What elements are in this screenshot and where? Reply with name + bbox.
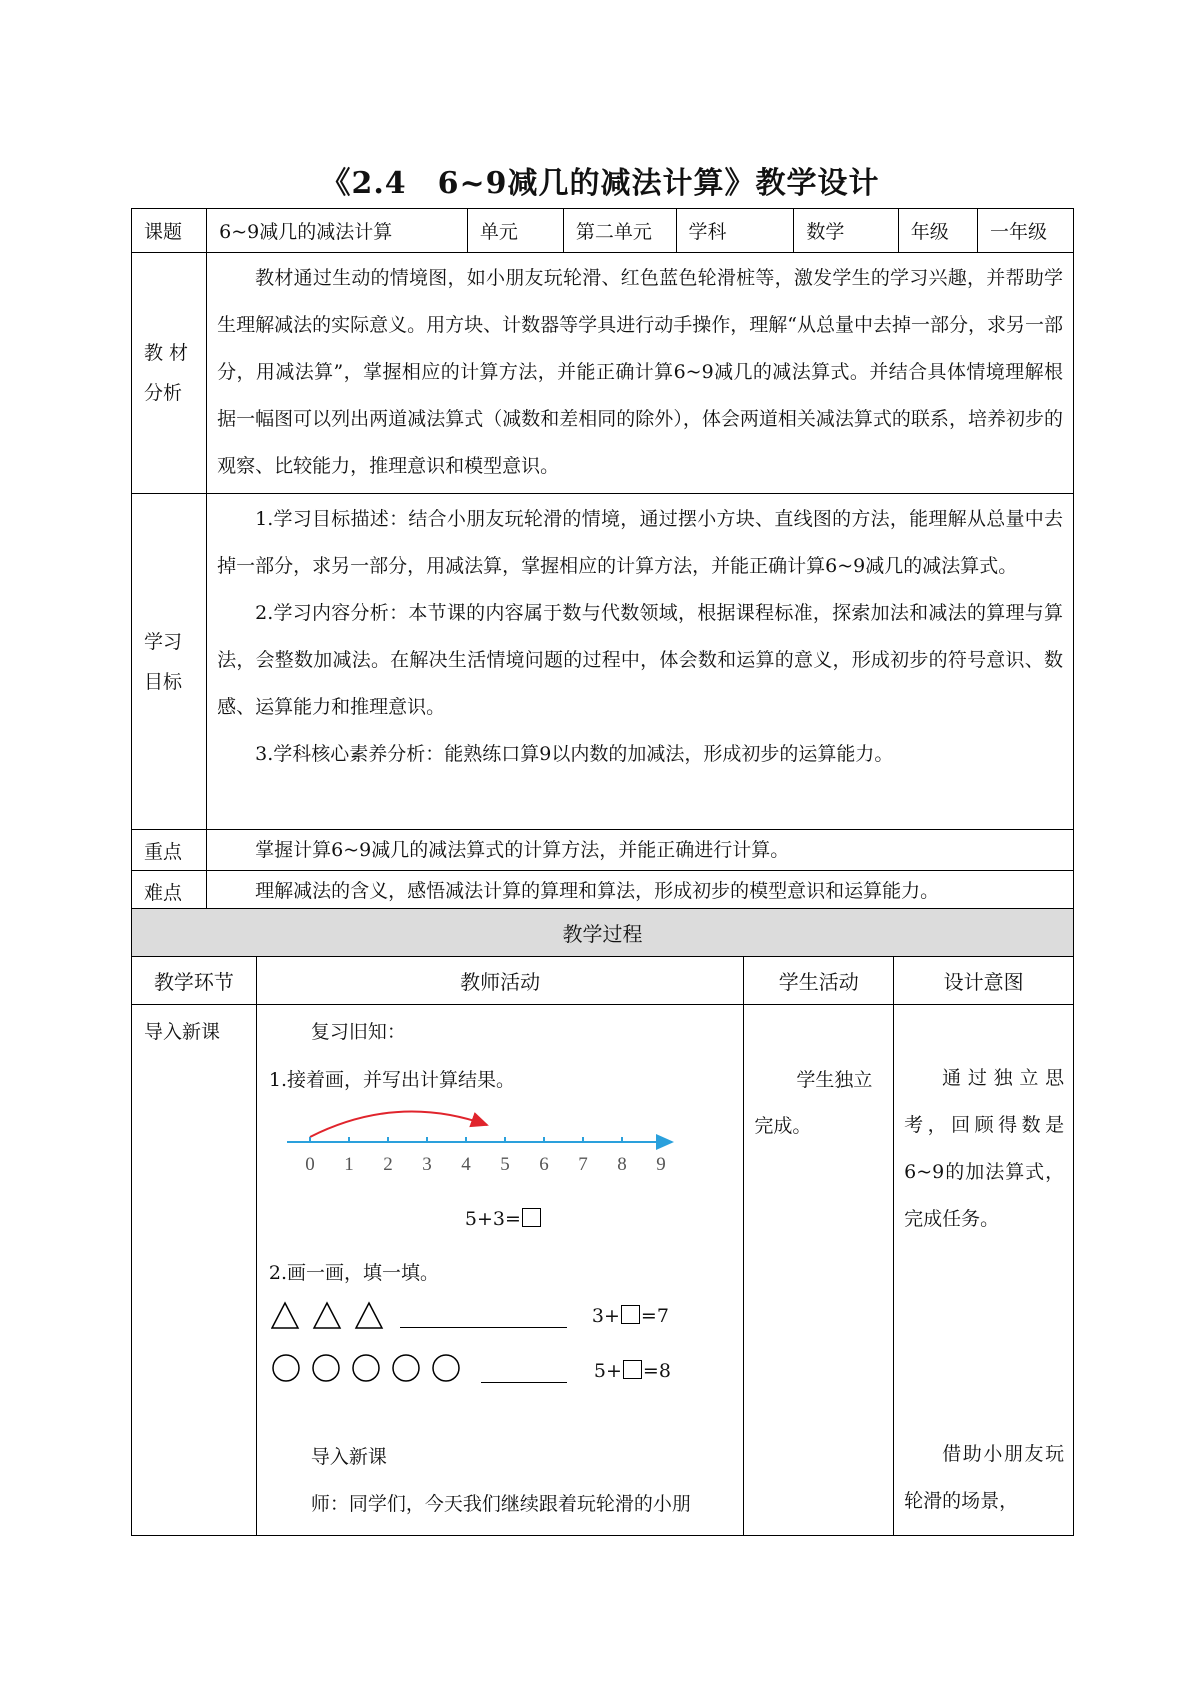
- design-intent: [894, 1005, 1074, 1536]
- student-activity: [744, 1005, 894, 1536]
- number-line-label: 0: [305, 1154, 315, 1175]
- circle-shape: [353, 1355, 379, 1381]
- intro-heading: 导入新课: [310, 1446, 387, 1468]
- answer-line-2: [481, 1382, 567, 1383]
- equation-1: 5+3=: [465, 1208, 542, 1230]
- number-line-diagram: [277, 1103, 697, 1183]
- number-line-label: 7: [578, 1154, 588, 1175]
- column-header-student: 学生活动: [744, 957, 894, 1005]
- material-analysis-label: 教 材 分析: [132, 253, 207, 494]
- lesson-info-table: [131, 208, 1074, 912]
- circle-shape: [393, 1355, 419, 1381]
- material-analysis-text: 教材通过生动的情境图，如小朋友玩轮滑、红色蓝色轮滑桩等，激发学生的学习兴趣，并帮助学生理解减法的实际意义。用方块、计数器等学具进行动手操作，理解“从总量中去掉一部分，求另一部分，用减法算”，掌握相应的计算方法，并能正确计算6~9减几的减法算式。并结合具体情境理解根据一幅图可以列出两道减法算式（减数和差相同的除外），体会两道相关减法算式的联系，培养初步的观察、比较能力，推理意识和模型意识。: [207, 253, 1074, 494]
- course-label: 学科: [676, 209, 794, 253]
- intent-text-2: 借助小朋友玩轮滑的场景，: [904, 1443, 1065, 1512]
- equation-3: 5+ =8: [593, 1360, 671, 1382]
- circle-shape: [273, 1355, 299, 1381]
- difficulty-label: 难点: [132, 871, 207, 912]
- number-line-label: 6: [539, 1154, 549, 1175]
- number-line-label: 4: [461, 1154, 471, 1175]
- goal-item-1: 1.学习目标描述：结合小朋友玩轮滑的情境，通过摆小方块、直线图的方法，能理解从总量中去掉一部分，求另一部分，用减法算，掌握相应的计算方法，并能正确计算6~9减几的减法算式。: [217, 508, 1063, 577]
- number-line-label: 9: [656, 1154, 666, 1175]
- equation-2: 3+ =7: [591, 1305, 669, 1327]
- number-line-label: 3: [422, 1154, 432, 1175]
- number-line-label: 1: [344, 1154, 354, 1175]
- intent-text-1: 通过独立思考，回顾得数是6~9的加法算式，完成任务。: [904, 1067, 1065, 1230]
- review-heading: 复习旧知：: [310, 1021, 406, 1043]
- subject-value: 6~9减几的减法计算: [207, 209, 468, 253]
- teaching-process-table: [131, 908, 1074, 1536]
- learning-goals-label: 学习 目标: [132, 494, 207, 830]
- triangle-shape: [272, 1303, 298, 1328]
- page-title: 《2.4 6~9减几的减法计算》教学设计: [320, 166, 880, 201]
- triangle-shape: [356, 1303, 382, 1328]
- answer-box: [621, 1305, 640, 1324]
- number-line-label: 2: [383, 1154, 393, 1175]
- triangles-row: [271, 1299, 391, 1333]
- column-header-teacher: 教师活动: [256, 957, 743, 1005]
- goal-item-2: 2.学习内容分析：本节课的内容属于数与代数领域，根据课程标准，探索加法和减法的算理与算法，会整数加减法。在解决生活情境问题的过程中，体会数和运算的意义，形成初步的符号意识、数感、运算能力和推理意识。: [217, 602, 1063, 718]
- answer-line-1: [400, 1327, 567, 1328]
- circle-shape: [433, 1355, 459, 1381]
- grade-label: 年级: [898, 209, 977, 253]
- question-1: 1.接着画，并写出计算结果。: [268, 1069, 516, 1091]
- column-header-stage: 教学环节: [132, 957, 257, 1005]
- goal-item-3: 3.学科核心素养分析：能熟练口算9以内数的加减法，形成初步的运算能力。: [255, 743, 894, 765]
- intro-text: 师：同学们，今天我们继续跟着玩轮滑的小朋: [310, 1493, 691, 1515]
- triangle-shape: [314, 1303, 340, 1328]
- unit-value: 第二单元: [563, 209, 676, 253]
- stage-name: 导入新课: [132, 1005, 257, 1536]
- teacher-activity: [256, 1005, 743, 1536]
- number-line-label: 5: [500, 1154, 510, 1175]
- question-2: 2.画一画，填一填。: [268, 1262, 440, 1284]
- column-header-intent: 设计意图: [894, 957, 1074, 1005]
- process-title: 教学过程: [132, 909, 1074, 957]
- answer-box: [623, 1360, 642, 1379]
- circle-shape: [313, 1355, 339, 1381]
- student-line-2: 完成。: [754, 1115, 812, 1137]
- circles-row: [271, 1351, 471, 1385]
- student-line-1: 学生独立: [796, 1069, 873, 1091]
- learning-goals-text: [207, 494, 1074, 830]
- answer-box: [522, 1208, 541, 1227]
- number-line-label: 8: [617, 1154, 627, 1175]
- key-point-text: 掌握计算6~9减几的减法算式的计算方法，并能正确进行计算。: [207, 830, 1074, 871]
- unit-label: 单元: [467, 209, 563, 253]
- key-point-label: 重点: [132, 830, 207, 871]
- subject-label: 课题: [132, 209, 207, 253]
- course-value: 数学: [794, 209, 898, 253]
- difficulty-text: 理解减法的含义，感悟减法计算的算理和算法，形成初步的模型意识和运算能力。: [207, 871, 1074, 912]
- grade-value: 一年级: [978, 209, 1074, 253]
- jump-arrow: [310, 1112, 487, 1137]
